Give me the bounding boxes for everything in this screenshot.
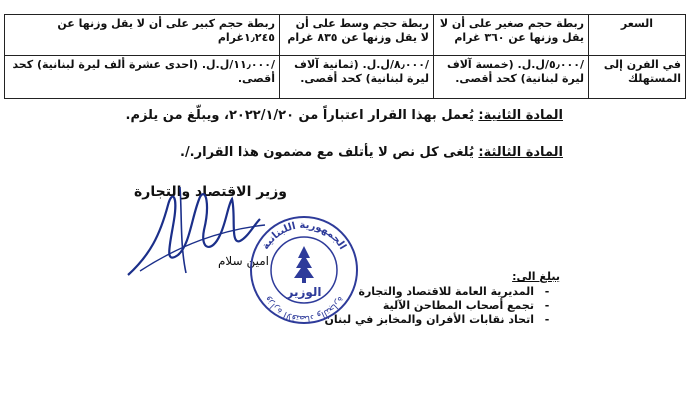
price-medium-bundle: /٨٫٠٠٠/ل.ل. (ثمانية آلاف ليرة لبنانية) كحد أقصى. [280, 56, 434, 99]
list-item: -اتحاد نقابات الأفران والمخابز في لبنان [324, 313, 550, 326]
header-small-bundle: ربطة حجم صغير على أن لا يقل وزنها عن ٣٦٠ غرام [434, 15, 589, 56]
article-two [126, 108, 564, 123]
header-large-bundle: ربطة حجم كبير على أن لا يقل وزنها عن ١٫٢٤٥غرام [5, 15, 280, 56]
price-small-bundle: /٥٫٠٠٠/ل.ل. (خمسة آلاف ليرة لبنانية) كحد أقصى. [434, 56, 589, 99]
header-medium-bundle: ربطة حجم وسط على أن لا يقل وزنها عن ٨٣٥ غرام [280, 15, 434, 56]
table-header-row [5, 15, 686, 56]
article-three-text: يُلغى كل نص لا يأتلف مع مضمون هذا القرار./. [180, 145, 479, 160]
row-label-bakery-to-consumer: في الفرن إلى المستهلك [589, 56, 686, 99]
distribution-heading: يبلغ الى: [512, 270, 560, 283]
article-three [180, 145, 563, 160]
list-item: -المديرية العامة للاقتصاد والتجارة [358, 285, 550, 298]
table-row [5, 56, 686, 99]
list-item: -تجمع أصحاب المطاحن الآلية [382, 299, 550, 312]
distribution-list [324, 285, 560, 327]
minister-name: امين سلام [218, 254, 269, 268]
svg-text:وزارة الاقتصاد والتجارة: وزارة الاقتصاد والتجارة [262, 294, 346, 324]
article-three-label: المادة الثالثة: [478, 145, 563, 160]
minister-title: وزير الاقتصاد والتجارة [134, 184, 287, 200]
article-two-label: المادة الثانية: [478, 108, 563, 123]
price-large-bundle: /١١٫٠٠٠/ل.ل. (احدى عشرة ألف ليرة لبنانية) كحد أقصى. [5, 56, 280, 99]
article-two-text: يُعمل بهذا القرار اعتباراً من ٢٠٢٢/١/٢٠، ويبلّغ من يلزم. [125, 108, 479, 123]
header-price: السعر [589, 15, 686, 56]
bread-price-table [4, 14, 686, 99]
svg-text:الوزير: الوزير [286, 285, 322, 299]
svg-text:الجمهورية اللبنانية: الجمهورية اللبنانية [260, 219, 348, 252]
